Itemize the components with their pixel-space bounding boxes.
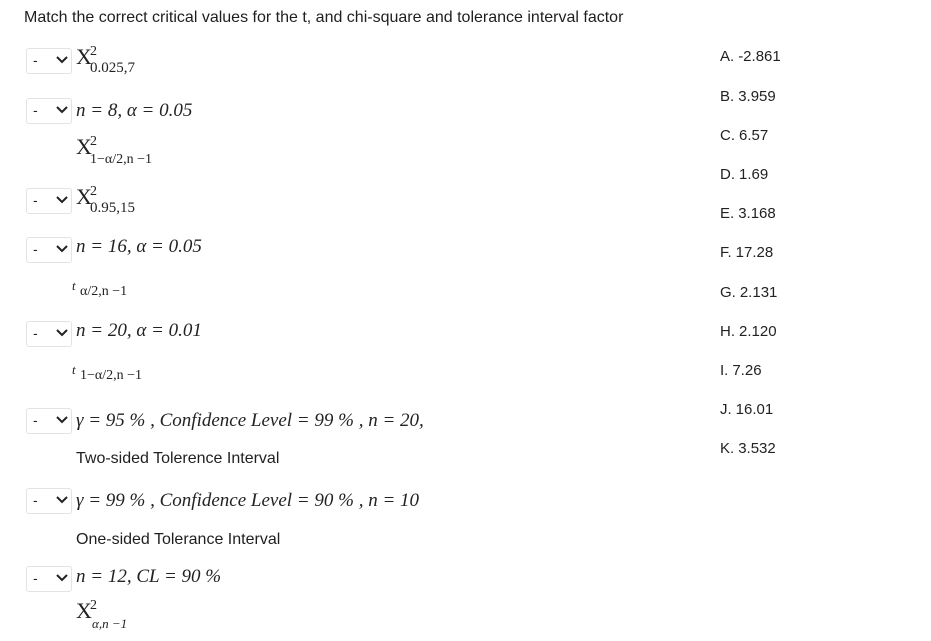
answer-value: 7.26 xyxy=(732,362,762,379)
answer-option-e xyxy=(720,205,776,222)
chi-superscript: 2 xyxy=(90,598,97,613)
match-select-7[interactable] xyxy=(26,488,72,514)
answer-option-j xyxy=(720,401,773,418)
parameter-line: γ = 95 % , Confidence Level = 99 % , n = 20, xyxy=(76,410,424,431)
answer-letter: E. xyxy=(720,205,735,222)
answer-letter: D. xyxy=(720,166,735,183)
interval-type-label: One-sided Tolerance Interval xyxy=(76,531,281,548)
answer-value: 3.168 xyxy=(738,205,776,222)
answer-letter: H. xyxy=(720,323,735,340)
answer-value: 6.57 xyxy=(739,127,769,144)
match-select-1[interactable] xyxy=(26,48,72,74)
answer-option-k xyxy=(720,440,776,457)
t-symbol: t xyxy=(72,362,76,377)
match-select-5[interactable] xyxy=(26,321,72,347)
interval-type-label: Two-sided Tolerence Interval xyxy=(76,450,280,467)
chi-square-expression xyxy=(76,184,156,220)
chi-subscript: α,n −1 xyxy=(92,616,128,631)
select-value: - xyxy=(33,52,38,68)
parameter-line: n = 8, α = 0.05 xyxy=(76,100,193,121)
select-value: - xyxy=(33,241,38,257)
answer-letter: B. xyxy=(720,88,735,105)
chi-symbol: X xyxy=(76,44,92,69)
t-subscript: 1−α/2,n −1 xyxy=(80,368,143,383)
chevron-down-icon xyxy=(55,413,69,427)
answer-value: -2.861 xyxy=(738,48,781,65)
select-value: - xyxy=(33,492,38,508)
answer-value: 17.28 xyxy=(735,244,774,261)
chi-symbol: X xyxy=(76,598,92,623)
chevron-down-icon xyxy=(55,193,69,207)
match-select-3[interactable] xyxy=(26,188,72,214)
answer-option-a xyxy=(720,48,781,65)
answer-value: 2.120 xyxy=(739,323,777,340)
select-value: - xyxy=(33,102,38,118)
t-expression xyxy=(72,278,172,304)
answer-option-b xyxy=(720,88,776,105)
parameter-line: n = 16, α = 0.05 xyxy=(76,236,202,257)
parameter-line: n = 12, CL = 90 % xyxy=(76,566,222,587)
answer-option-h xyxy=(720,323,777,340)
chi-superscript: 2 xyxy=(90,184,97,199)
answer-letter: A. xyxy=(720,48,735,65)
answer-letter: F. xyxy=(720,244,732,261)
chi-subscript: 0.95,15 xyxy=(90,200,135,216)
chevron-down-icon xyxy=(55,326,69,340)
select-value: - xyxy=(33,412,38,428)
answer-option-g xyxy=(720,284,777,301)
answer-letter: K. xyxy=(720,440,735,457)
chevron-down-icon xyxy=(55,493,69,507)
answer-option-d xyxy=(720,166,768,183)
question-text: Match the correct critical values for the t, and chi-square and tolerance interval factor xyxy=(24,9,624,26)
chevron-down-icon xyxy=(55,103,69,117)
answer-value: 1.69 xyxy=(739,166,769,183)
chi-square-expression xyxy=(76,44,156,80)
t-expression xyxy=(72,362,192,388)
chevron-down-icon xyxy=(55,571,69,585)
parameter-line: n = 20, α = 0.01 xyxy=(76,320,202,341)
answer-option-f xyxy=(720,244,773,261)
chi-square-expression xyxy=(76,134,196,174)
answer-value: 16.01 xyxy=(735,401,774,418)
match-select-8[interactable] xyxy=(26,566,72,592)
answer-option-c xyxy=(720,127,768,144)
select-value: - xyxy=(33,570,38,586)
match-select-6[interactable] xyxy=(26,408,72,434)
chevron-down-icon xyxy=(55,242,69,256)
answer-letter: C. xyxy=(720,127,735,144)
select-value: - xyxy=(33,325,38,341)
chi-superscript: 2 xyxy=(90,134,97,149)
chi-superscript: 2 xyxy=(90,44,97,59)
parameter-line: γ = 99 % , Confidence Level = 90 % , n = 10 xyxy=(76,490,420,511)
answer-letter: J. xyxy=(720,401,732,418)
answer-value: 2.131 xyxy=(739,284,778,301)
select-value: - xyxy=(33,192,38,208)
answer-value: 3.959 xyxy=(738,88,776,105)
chi-symbol: X xyxy=(76,184,92,209)
t-subscript: α/2,n −1 xyxy=(80,284,128,299)
chi-subscript: 1−α/2,n −1 xyxy=(90,152,153,167)
match-select-4[interactable] xyxy=(26,237,72,263)
chi-symbol: X xyxy=(76,134,92,159)
chi-subscript: 0.025,7 xyxy=(90,60,135,76)
chi-square-expression xyxy=(76,598,176,638)
answer-option-i xyxy=(720,362,762,379)
chevron-down-icon xyxy=(55,53,69,67)
answer-letter: G. xyxy=(720,284,736,301)
t-symbol: t xyxy=(72,278,76,293)
answer-letter: I. xyxy=(720,362,729,379)
answer-value: 3.532 xyxy=(738,440,776,457)
match-select-2[interactable] xyxy=(26,98,72,124)
